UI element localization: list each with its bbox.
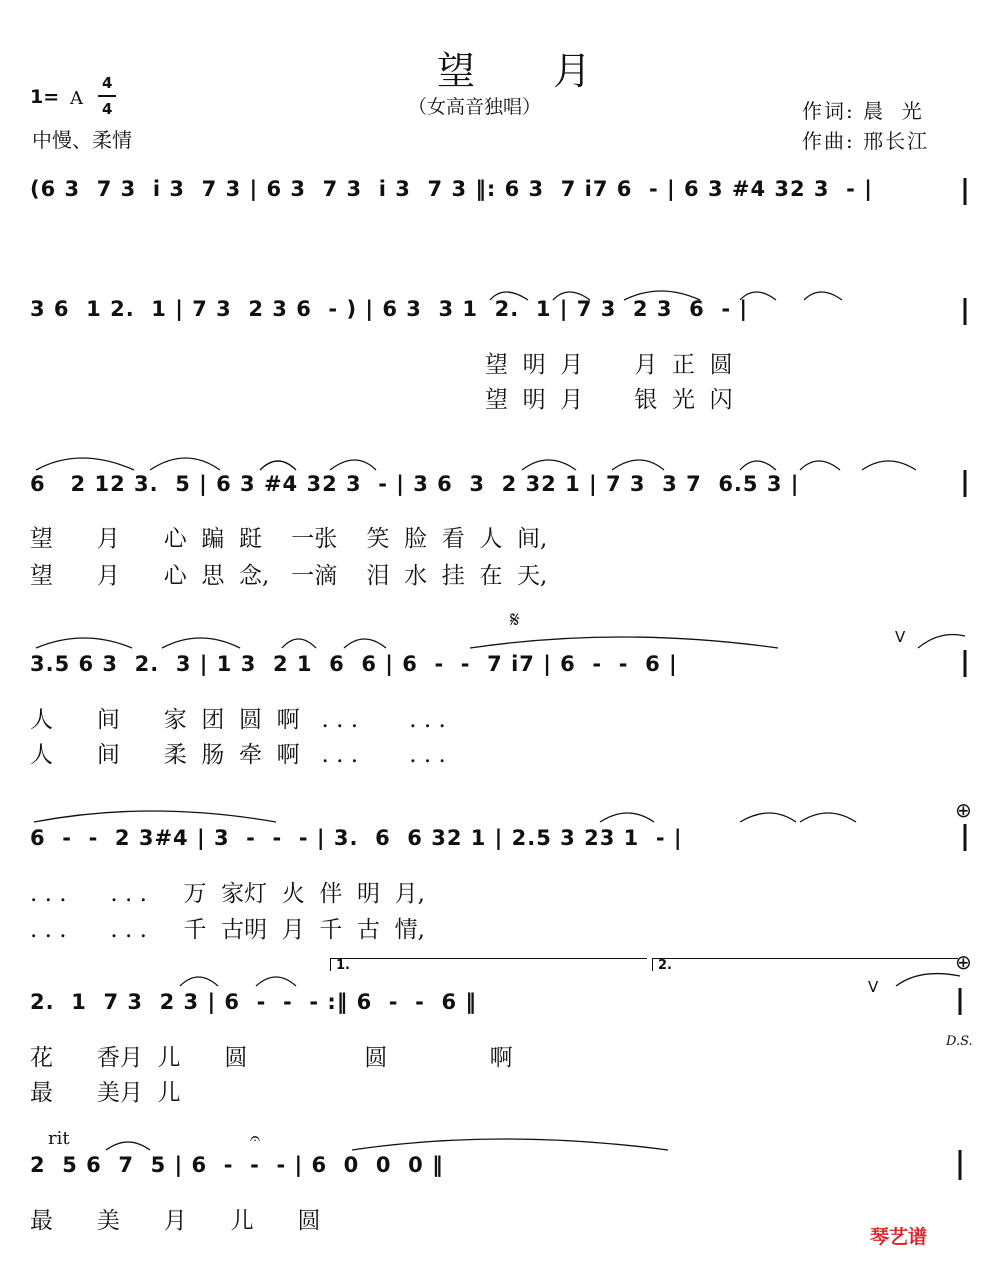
song-subtitle: （女高音独唱） [408, 96, 542, 118]
key-name: A [70, 88, 83, 109]
score-row-3-notes: 6 2 12 3. 5 | 6 3 #4 32 3 - | 3 6 3 2 32 1 | 7 3 3 7 6.5 3 | [30, 472, 800, 496]
breath-mark-2: V [868, 978, 879, 996]
score-row-4-lyrics-1: 人 间 家 团 圆 啊 . . . . . . [30, 707, 446, 733]
fermata-sign: 𝄐 [250, 1128, 261, 1149]
lyricist-credit: 作词: 晨 光 [802, 99, 924, 123]
coda-sign-2: ⊕ [955, 950, 972, 974]
ds-marking: D.S. [946, 1034, 973, 1049]
time-signature-bottom: 4 [102, 100, 113, 118]
key-signature: 1= [30, 86, 60, 108]
segno-sign: 𝄋 [510, 608, 520, 633]
tempo-marking: 中慢、柔情 [32, 128, 132, 152]
score-row-6-notes: 2. 1 7 3 2 3 | 6 - - - :‖ 6 - - 6 ‖ [30, 990, 477, 1014]
score-row-5-notes: 6 - - 2 3#4 | 3 - - - | 3. 6 6 32 1 | 2.5 3 23 1 - | [30, 826, 683, 850]
score-row-4-lyrics-2: 人 间 柔 肠 牵 啊 . . . . . . [30, 742, 446, 768]
score-row-1-notes: (6 3 7 3 i 3 7 3 | 6 3 7 3 i 3 7 3 ‖: 6 3 7 i7 6 - | 6 3 #4 32 3 - | [30, 177, 873, 201]
score-row-5-lyrics-2: . . . . . . 千 古明 月 千 古 情, [30, 917, 425, 943]
volta-1-label: 1. [336, 958, 350, 973]
score-row-7-lyrics-1: 最 美 月 儿 圆 [30, 1208, 321, 1234]
score-row-5-lyrics-1: . . . . . . 万 家灯 火 伴 明 月, [30, 881, 425, 907]
score-row-3-lyrics-2: 望 月 心 思 念, 一滴 泪 水 挂 在 天, [30, 563, 548, 589]
site-logo: 琴艺谱 [870, 1226, 928, 1248]
score-row-7-notes: 2 5 6 7 5 | 6 - - - | 6 0 0 0 ‖ [30, 1153, 444, 1177]
volta-2-label: 2. [658, 958, 672, 973]
score-row-2-notes: 3 6 1 2. 1 | 7 3 2 3 6 - ) | 6 3 3 1 2. 1 | 7 3 2 3 6 - | [30, 297, 749, 321]
score-row-3-lyrics-1: 望 月 心 蹁 跹 一张 笑 脸 看 人 间, [30, 526, 548, 552]
coda-sign-1: ⊕ [955, 798, 972, 822]
score-row-2-lyrics-1: 望 明 月 月 正 圆 [485, 352, 733, 378]
score-row-4-notes: 3.5 6 3 2. 3 | 1 3 2 1 6 6 | 6 - - 7 i7 | 6 - - 6 | [30, 652, 678, 676]
breath-mark-1: V [895, 628, 906, 646]
time-signature-top: 4 [102, 74, 113, 92]
score-row-2-lyrics-2: 望 明 月 银 光 闪 [485, 387, 733, 413]
composer-credit: 作曲: 邢长江 [802, 129, 930, 153]
score-row-6-lyrics-2: 最 美月 儿 [30, 1080, 181, 1106]
song-title: 望 月 [437, 49, 610, 93]
score-row-6-lyrics-1: 花 香月 儿 圆 圆 啊 [30, 1045, 513, 1071]
rit-marking: rit [48, 1128, 70, 1149]
